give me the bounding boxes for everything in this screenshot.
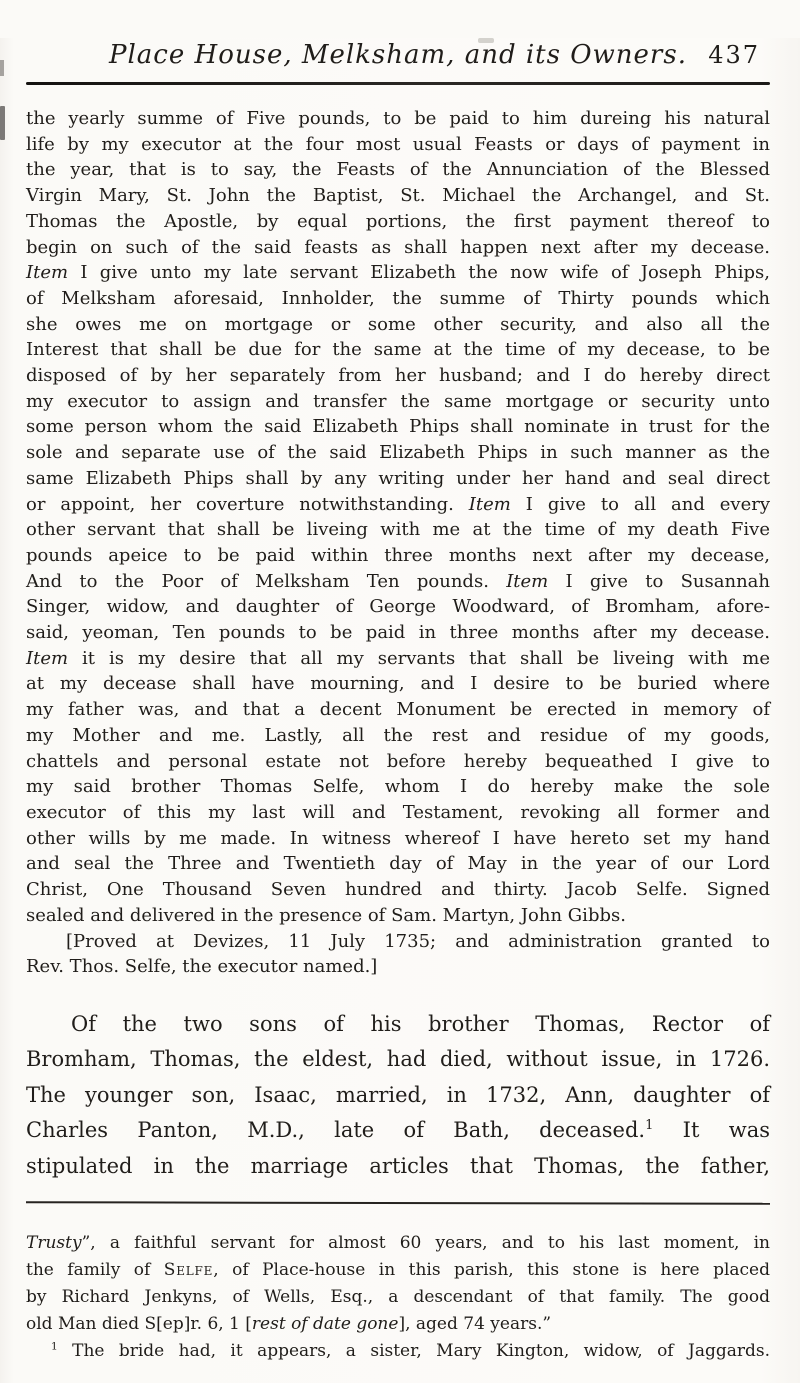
text-line [26,1284,770,1311]
text-segment: same Elizabeth Phips shall by any writing under her hand and seal direct [26,467,770,489]
text-segment: or appoint, her coverture notwithstanding. [26,493,469,515]
text-segment: by Richard Jenkyns, of Wells, Esq., a descendant of that family. The good [26,1286,770,1307]
footnote-marker: 1 [645,1118,654,1134]
text-segment: And to the Poor of Melksham Ten pounds. [26,570,507,592]
text-line [26,697,770,723]
text-line [26,517,770,543]
text-line [26,1078,770,1113]
text-segment: chattels and personal estate not before hereby bequeathed I give to [26,750,770,772]
text-segment: sole and separate use of the said Elizabeth Phips in such manner as the [26,442,770,464]
text-segment: [Proved at Devizes, 11 July 1735; and administration granted to [66,930,770,952]
page-number: 437 [708,41,760,69]
text-segment: life by my executor at the four most usual Feasts or days of payment in [26,133,770,155]
text-line [26,1042,770,1077]
text-segment: of Melksham aforesaid, Innholder, the summe of Thirty pounds which [26,287,770,309]
header-rule [26,82,770,85]
text-line [26,492,770,518]
text-segment: the yearly summe of Five pounds, to be paid to him dureing his natural [26,108,770,129]
text-line [26,800,770,826]
text-segment: ], aged 74 years.” [398,1313,552,1334]
text-line [26,1007,770,1042]
text-line [26,1311,770,1338]
text-line [26,157,770,183]
text-segment: , of Place-house in this parish, this stone is here placed [213,1259,770,1280]
text-line [26,620,770,646]
text-line [26,723,770,749]
text-segment: my Mother and me. Lastly, all the rest and residue of my goods, [26,724,770,746]
text-segment: Item [26,647,69,669]
text-line [26,1149,770,1184]
text-line [26,260,770,286]
text-line [26,774,770,800]
text-segment: and seal the Three and Twentieth day of May in the year of our Lord [26,853,770,875]
footnote-rule [26,1201,770,1205]
text-segment: Item [506,570,549,592]
text-segment: begin on such of the said feasts as shall happen next after my decease. [26,236,770,258]
text-segment: Item [26,262,69,284]
text-segment: said, yeoman, Ten pounds to be paid in three months after my decease. [26,622,770,644]
text-segment: Rev. Thos. Selfe, the executor named.] [26,956,378,978]
text-segment: Virgin Mary, St. John the Baptist, St. Michael the Archangel, and St. [26,185,770,207]
text-segment: Singer, widow, and daughter of George Woodward, of Bromham, afore- [26,596,770,618]
text-line [26,183,770,209]
running-header [26,38,770,74]
text-line [26,235,770,261]
text-line [26,954,770,980]
text-segment: Trusty [26,1232,82,1253]
text-segment: It was [653,1118,770,1143]
text-segment: my said brother Thomas Selfe, whom I do hereby make the sole [26,776,770,798]
text-line [26,646,770,672]
text-segment: pounds apeice to be paid within three months next after my decease, [26,544,770,566]
text-segment: it is my desire that all my servants that shall be liveing with me [68,647,770,669]
scan-artifact [0,60,4,76]
text-segment: my father was, and that a decent Monument be erected in memory of [26,699,770,721]
text-segment: The younger son, Isaac, married, in 1732, Ann, daughter of [26,1082,770,1107]
text-segment: Interest that shall be due for the same at the time of my decease, to be [26,339,770,361]
text-line [26,903,770,929]
text-segment: I give to all and every [510,493,771,515]
scanned-page [0,38,800,1383]
footnote-bride [26,1338,770,1365]
text-line [26,1230,770,1257]
text-segment: Of the two sons of his brother Thomas, Rector of [71,1011,770,1036]
scan-artifact [0,106,5,140]
text-segment: old Man died S[ep]r. 6, 1 [ [26,1313,252,1334]
text-segment: ”, a faithful servant for almost 60 years, and to his last moment, in [81,1232,770,1253]
narrative-paragraph [26,1007,770,1184]
text-segment: Bromham, Thomas, the eldest, had died, without issue, in 1726. [26,1047,770,1072]
text-segment: other servant that shall be liveing with me at the time of my death Five [26,519,770,541]
text-segment: Item [468,493,511,515]
text-segment: she owes me on mortgage or some other security, and also all the [26,313,770,335]
text-segment: Thomas the Apostle, by equal portions, the first payment thereof to [26,210,770,232]
text-segment: my executor to assign and transfer the same mortgage or security unto [26,390,770,412]
text-segment: at my decease shall have mourning, and I desire to be buried where [26,673,770,695]
text-line [26,851,770,877]
text-line [26,749,770,775]
text-line [26,363,770,389]
text-segment: some person whom the said Elizabeth Phips shall nominate in trust for the [26,416,770,438]
text-line [26,132,770,158]
text-line [26,414,770,440]
text-segment: disposed of by her separately from her husband; and I do hereby direct [26,365,770,387]
text-segment: the family of [26,1259,164,1280]
footnote-marker: 1 [51,1340,58,1353]
text-line [26,826,770,852]
text-line [26,209,770,235]
text-line [26,569,770,595]
text-line [26,671,770,697]
footnote-inscription [26,1230,770,1338]
text-segment: sealed and delivered in the presence of Sam. Martyn, John Gibbs. [26,904,626,926]
text-segment: Charles Panton, M.D., late of Bath, deceased. [26,1118,646,1143]
text-segment: Selfe [163,1259,214,1280]
text-line [26,877,770,903]
text-line [26,466,770,492]
page-title: Place House, Melksham, and its Owners. [109,40,687,70]
text-segment: The bride had, it appears, a sister, Mary Kington, widow, of Jaggards. [57,1340,770,1361]
text-line [26,543,770,569]
text-line [26,1113,770,1148]
text-segment: Christ, One Thousand Seven hundred and thirty. Jacob Selfe. Signed [26,879,770,901]
text-line [26,389,770,415]
text-segment: I give unto my late servant Elizabeth the now wife of Joseph Phips, [68,262,770,284]
text-segment: the year, that is to say, the Feasts of the Annunciation of the Blessed [26,159,770,181]
text-segment: stipulated in the marriage articles that Thomas, the father, [26,1153,770,1178]
text-segment: other wills by me made. In witness whereof I have hereto set my hand [26,827,770,849]
text-segment: executor of this my last will and Testament, revoking all former and [26,801,770,823]
text-line [26,1257,770,1284]
text-line [26,440,770,466]
text-line [26,1338,770,1365]
text-segment: I give to Susannah [548,570,770,592]
will-abstract-paragraph [26,106,770,980]
text-line [26,286,770,312]
text-line [26,337,770,363]
text-line [26,929,770,955]
text-segment: rest of date gone [251,1313,399,1334]
text-line [26,106,770,132]
text-line [26,594,770,620]
text-line [26,312,770,338]
